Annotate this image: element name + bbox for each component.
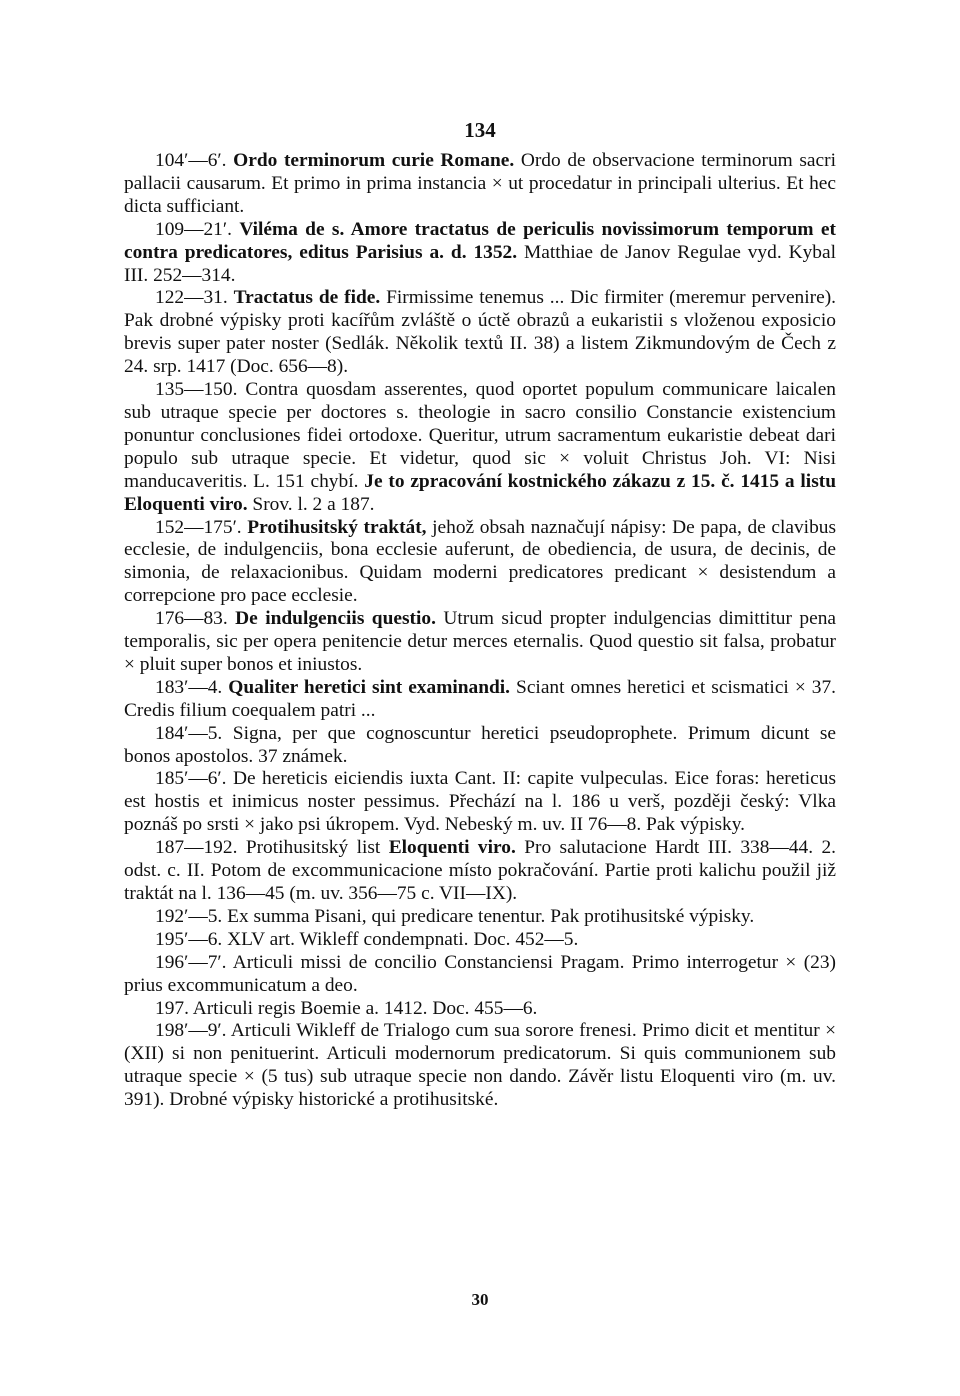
entry-leaf-range: 104′—6′.	[155, 150, 234, 171]
entry-title: Viléma de s. Amore tractatus de periculis novissimorum temporum et contra predicatores, editus Parisius a. d. 1352.	[124, 218, 836, 263]
entry-197	[124, 998, 836, 1021]
entry-leaf-range: 195′—6.	[155, 928, 228, 950]
entry-title: De indulgenciis questio.	[235, 608, 436, 630]
entry-185	[124, 768, 836, 837]
entry-122	[124, 287, 836, 379]
entry-leaf-range: 122—31.	[155, 287, 234, 309]
signature-mark: 30	[471, 1290, 489, 1309]
entry-title: Ordo terminorum curie Romane.	[233, 150, 515, 171]
entry-text: Articuli regis Boemie a. 1412. Doc. 455—6.	[192, 997, 538, 1019]
entry-text: Firmissime tenemus ... Dic firmiter (meremur pervenire). Pak drobné výpisky proti kacířům zvláště o úctě obrazů a eukaristii s vloženou exposicio brevis super pater noster (Sedlák. Několik textů II. 38) a listem Zikmundovým de Čech z 24. srp. 1417 (Doc. 656—8).	[124, 287, 837, 378]
entry-leaf-range: 152—175′.	[155, 516, 248, 538]
entry-leaf-range: 185′—6′.	[155, 768, 233, 790]
entry-text: jehož obsah naznačují nápisy: De papa, de clavibus ecclesie, de indulgenciis, bona ecclesie auferunt, de obediencia, de usura, de decinis, de simonia, de relaxacionibus. Quidam moderni predicatores predicant × desistendum a correpcione pro pace ecclesie.	[124, 516, 836, 607]
entry-leaf-range: 192′—5.	[155, 905, 228, 927]
entry-leaf-range: 197.	[155, 997, 193, 1019]
entry-leaf-range: 176—83.	[155, 608, 236, 630]
entry-text-secondary: Pro salutacione Hardt III. 338—44. 2. odst. c. II. Potom de excommunicacione místo pokračování. Partie proti kalichu použil již traktát na l. 136—45 (m. uv. 356—75 c. VII—IX).	[124, 837, 836, 904]
entry-leaf-range: 187—192.	[155, 837, 246, 859]
entry-leaf-range: 109—21′.	[155, 218, 240, 240]
entry-leaf-range: 184′—5.	[155, 722, 233, 744]
entry-text: Sciant omnes heretici et scismatici × 37. Credis filium coequalem patri ...	[124, 676, 836, 721]
entry-leaf-range: 196′—7′.	[155, 951, 233, 973]
entry-text: De hereticis eiciendis iuxta Cant. II: capite vulpeculas. Eice foras: hereticus est hostis et inimicus noster pessimus. Přechází na l. 186 u verš, později český: Vlka poznáš po srsti × jako psi úkropem. Vyd. Nebeský m. uv. II 76—8. Pak výpisky.	[124, 768, 836, 836]
entry-text: Protihusitský list	[245, 837, 389, 859]
entry-leaf-range: 198′—9′.	[155, 1020, 231, 1042]
catalogue-entries	[124, 150, 836, 1112]
entry-title: Tractatus de fide.	[233, 287, 381, 309]
entry-text: Ex summa Pisani, qui predicare tenentur. Pak protihusitské výpisky.	[227, 905, 755, 927]
entry-title: Qualiter heretici sint examinandi.	[228, 676, 511, 698]
entry-152	[124, 517, 836, 609]
entry-text: XLV art. Wikleff condempnati. Doc. 452—5.	[227, 928, 579, 950]
entry-leaf-range: 135—150.	[155, 379, 246, 401]
entry-text: Ordo de observacione terminorum sacri pallacii causarum. Et primo in prima instancia × ut procedatur in principali ulterius. Et hec dicta sufficiant.	[124, 150, 836, 217]
entry-176	[124, 608, 836, 677]
entry-text: Matthiae de Janov Regulae vyd. Kybal III. 252—314.	[124, 241, 836, 286]
entry-196	[124, 952, 836, 998]
entry-187	[124, 837, 836, 906]
entry-text: Contra quosdam asserentes, quod oportet populum communicare laicalen sub utraque specie per doctores s. theologie in sacro consilio Constancie existencium ponuntur conclusiones fidei ortodoxe. Queritur, utrum sacramentum eukaristie debeat dari populo sub utraque specie. Et videtur, quod sic × voluit Christus Joh. VI: Nisi manducaveritis. L. 151 chybí.	[124, 379, 836, 492]
entry-leaf-range: 183′—4.	[155, 676, 229, 698]
entry-title-secondary: Je to zpracování kostnického zákazu z 15. č. 1415 a listu Eloquenti viro.	[124, 470, 836, 515]
entry-text: Articuli missi de concilio Constanciensi Pragam. Primo interrogetur × (23) prius excommunicatum a deo.	[124, 951, 837, 996]
entry-183	[124, 677, 836, 723]
entry-135	[124, 379, 836, 516]
entry-text: Articuli Wikleff de Trialogo cum sua sorore frenesi. Primo dicit et mentitur × (XII) si non penituerint. Articuli modernorum predicatorum. Si quis communionem sub utraque specie × (5 tus) sub utraque specie non dando. Závěr listu Eloquenti viro (m. uv. 391). Drobné výpisky historické a protihusitské.	[124, 1020, 836, 1111]
entry-184	[124, 723, 836, 769]
entry-text: Utrum sicud propter indulgencias dimittitur pena temporalis, sic per opera penitencie detur merces eternalis. Quod questio sit falsa, probatur × pluit super bonos et iniustos.	[124, 608, 837, 675]
entry-198	[124, 1020, 836, 1112]
entry-text-secondary: Srov. l. 2 a 187.	[247, 493, 375, 515]
entry-109	[124, 219, 836, 288]
entry-text: Signa, per que cognoscuntur heretici pseudoprophete. Primum dicunt se bonos apostolos. 37 známek.	[124, 722, 837, 767]
entry-195	[124, 929, 836, 952]
entry-104	[124, 150, 836, 219]
page-number: 134	[464, 118, 496, 142]
entry-title-secondary: Eloquenti viro.	[388, 837, 516, 859]
entry-192	[124, 906, 836, 929]
entry-title: Protihusitský traktát,	[247, 516, 427, 538]
